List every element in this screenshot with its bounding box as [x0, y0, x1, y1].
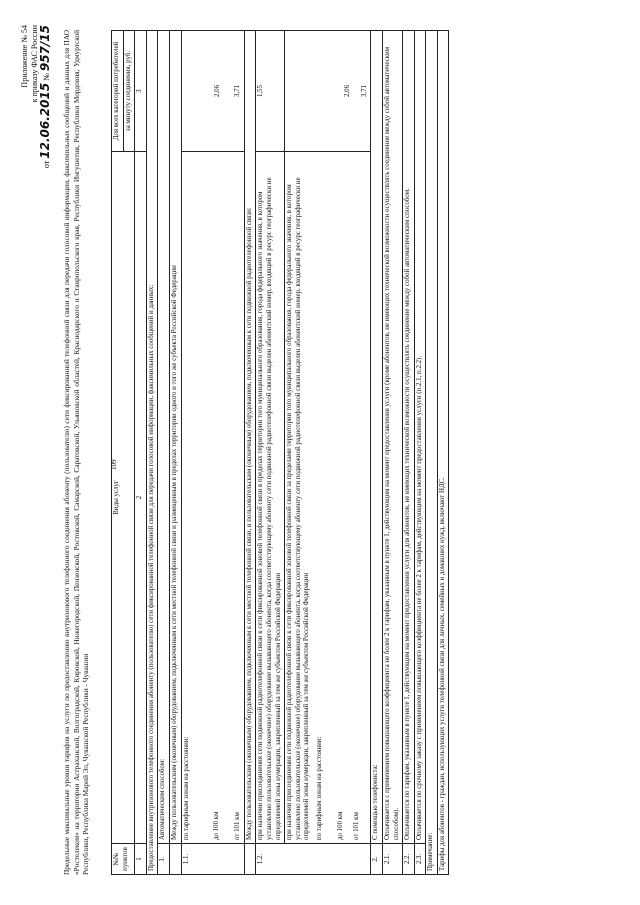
- zone-label: до 100 км: [336, 811, 344, 840]
- table-row: [285, 31, 371, 875]
- zones-intro: по тарифным зонам на расстоянии:: [182, 736, 190, 840]
- handwritten-number: 957/15: [38, 25, 52, 72]
- row-values: [285, 31, 371, 152]
- table-row: [382, 31, 402, 875]
- row-text: Оплачивается по тарифам, указанным в пункте 1, действующим на момент предоставления услуги для абонентов, не имеющих технической возможности осуществлять соединение между собой автоматическим способом.: [403, 31, 415, 844]
- table-row: [414, 31, 426, 875]
- tariff-value: 3,71: [234, 84, 242, 98]
- table-row: [403, 31, 415, 875]
- tariff-value: 1,55: [256, 31, 285, 152]
- tariff-value: 2,06: [344, 84, 352, 98]
- table-row: [244, 31, 256, 875]
- table-row: [371, 31, 383, 875]
- tariff-value: 2,06: [213, 84, 221, 98]
- table-row: [181, 31, 244, 875]
- section-text: Предоставление внутризонового телефонного соединения абоненту (пользователю) сети фиксированной телефонной связи для передачи голосовой информации, факсимильных сообщений и данных:: [146, 31, 158, 875]
- note-text: Тарифы для абонентов - граждан, использующих услуги телефонной связи для личных, семейных и домашних нужд, включают НДС.: [437, 31, 449, 875]
- note-row: [437, 31, 449, 875]
- row-num: 2.1.: [382, 844, 402, 875]
- tariff-value: 3,71: [360, 84, 368, 98]
- row-text: при наличии присоединения сети подвижной радиотелефонной связи к сети фиксированной зоновой телефонной связи в пределах территории того муниципального образования, города федерального значения, в котором установлено пользовательское (оконечное) оборудование вызывающего абонента, когда соответствующему абоненту сети подвижной радиотелефонной связи выделен абонентский номер, входящий в ресурс географически не определяемой зоны нумерации, закрепленный за тем же субъектом Российской Федерации: [256, 152, 285, 844]
- appendix-title: Приложение № 54: [20, 25, 29, 88]
- table-row: [256, 31, 285, 875]
- zones-intro: по тарифным зонам на расстоянии:: [315, 736, 323, 840]
- row-text-main: при наличии присоединения сети подвижной радиотелефонной связи к сети фиксированной зоновой телефонной связи за пределами территории того муниципального образования, города федерального значения, в котором установлено пользовательское (оконечное) оборудование вызывающего абонента, когда соответствующему абоненту сети подвижной радиотелефонной связи выделен абонентский номер, входящий в ресурс географически не определяемой зоны нумерации, закрепленный за тем же субъектом Российской Федерации: [286, 177, 311, 840]
- header-tariff-bottom: за минуту соединения, руб.: [123, 31, 135, 152]
- header-service: Виды услуг: [112, 152, 135, 844]
- row-num: 1.2.: [256, 844, 371, 875]
- row-text: [285, 152, 371, 844]
- row-text: Автоматическим способом:: [158, 31, 170, 844]
- row-subheading: Между пользовательским (оконечным) оборудованием, подключенным к сети местной телефонной связи и размещенным в пределах территории одного и того же субъекта Российской Федерации: [169, 31, 181, 844]
- note-title: Примечание:: [426, 31, 438, 875]
- row-num: 2.3.: [414, 844, 426, 875]
- number-prefix: №: [42, 73, 51, 81]
- table-header-row: [112, 31, 124, 875]
- row-text: Оплачивается по срочному заказу с применением повышающего коэффициента не более 2 к тарифам, действующим на момент предоставления услуги (п.2.1, п.2.2).: [414, 31, 426, 844]
- document-title: Предельные максимальные уровни тарифов на услуги по предоставлению внутризонового телефонного соединения абоненту (пользователю) сети фиксированной телефонной связи для передачи голосовой информации, факсимильных сообщений и данных для ПАО «Ростелеком» на территории Астраханской, Волгоградской, Кировской, Нижегородской, Пензенской, Ростовской, Самарской, Саратовской, Ульяновской областей, Краснодарского и Ставропольского края, Республики Ингушетия, Республики Мордовия, Удмуртской Республики, Республики Марий Эл, Чувашской Республики - Чувашии: [62, 30, 91, 875]
- table-row: [169, 31, 181, 875]
- appendix-date-line: [40, 25, 52, 245]
- row-num: 2.2.: [403, 844, 415, 875]
- table-row: [158, 31, 170, 875]
- header-num: №№ пунктов: [112, 844, 135, 875]
- row-num: 2.: [371, 844, 383, 875]
- column-numbers-row: [135, 31, 147, 875]
- page-number: 109: [110, 459, 118, 470]
- note-row: [426, 31, 438, 875]
- header-tariff-top: Для всех категорий потребителей: [112, 31, 124, 152]
- row-text: [181, 152, 244, 844]
- row-text: С помощью телефониста:: [371, 31, 383, 844]
- colnum-3: 3: [135, 31, 147, 152]
- appendix-order: к приказу ФАС России: [30, 25, 39, 103]
- row-num: 1.1.: [181, 844, 244, 875]
- row-num: 1.: [158, 844, 170, 875]
- date-prefix: от: [42, 160, 51, 169]
- colnum-1: 1: [135, 844, 147, 875]
- appendix-block: [20, 25, 52, 245]
- zone-label: от 101 км: [233, 812, 241, 840]
- row-subheading: Между пользовательским (оконечным) оборудованием, подключенным к сети местной телефонной связи, и пользовательским (оконечным) оборудованием, подключенным к сети подвижной радиотелефонной связи:: [244, 31, 256, 844]
- section-row: [146, 31, 158, 875]
- row-values: [181, 31, 244, 152]
- tariff-table: [111, 30, 449, 875]
- zone-label: до 100 км: [213, 811, 221, 840]
- colnum-2: 2: [135, 152, 147, 844]
- zone-label: от 101 км: [353, 812, 361, 840]
- handwritten-date: 12.06.2015: [38, 82, 52, 159]
- row-text: Оплачивается с применением повышающего коэффициента не более 2 к тарифам, указанным в пункте 1, действующим на момент предоставления услуги (кроме абонентов, не имеющих технической возможности осуществлять соединение между собой автоматическим способом).: [382, 31, 402, 844]
